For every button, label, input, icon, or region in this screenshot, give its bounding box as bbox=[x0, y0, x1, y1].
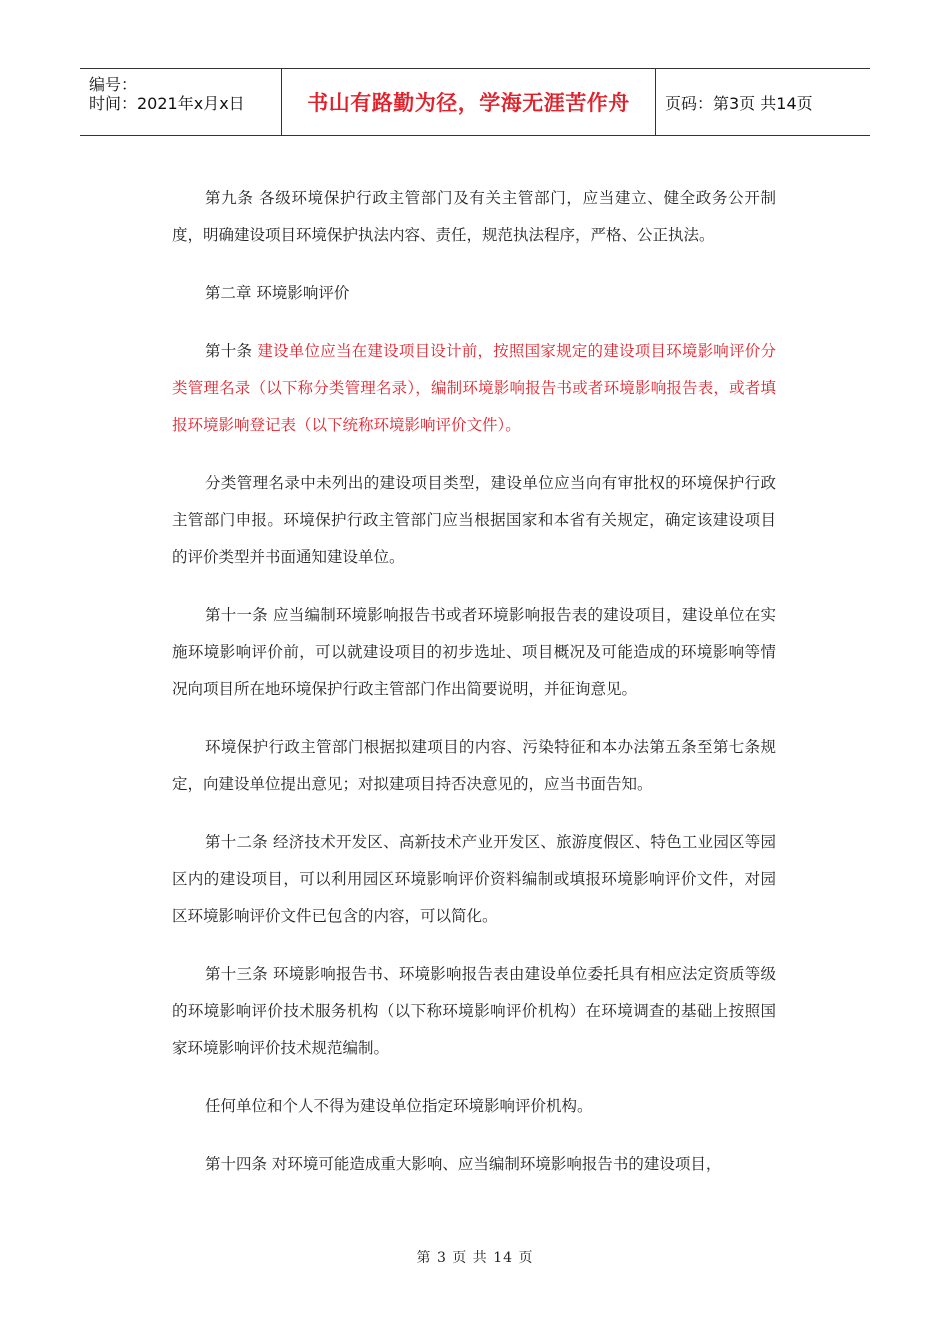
paragraph-no-designation: 任何单位和个人不得为建设单位指定环境影响评价机构。 bbox=[205, 1097, 593, 1115]
paragraph-chapter-2-heading: 第二章 环境影响评价 bbox=[205, 284, 350, 302]
paragraph-article-13: 第十三条 环境影响报告书、环境影响报告表由建设单位委托具有相应法定资质等级的环境影响评价技术服务机构（以下称环境影响评价机构）在环境调查的基础上按照国家环境影响评价技术规范编制。 bbox=[172, 965, 776, 1057]
page-footer: 第 3 页 共 14 页 bbox=[416, 1250, 534, 1266]
time-label: 时间：2021年x月x日 bbox=[89, 94, 245, 113]
paragraph-article-9: 第九条 各级环境保护行政主管部门及有关主管部门，应当建立、健全政务公开制度，明确建设项目环境保护执法内容、责任，规范执法程序，严格、公正执法。 bbox=[172, 189, 776, 244]
paragraph-article-11: 第十一条 应当编制环境影响报告书或者环境影响报告表的建设项目，建设单位在实施环境影响评价前，可以就建设项目的初步选址、项目概况及可能造成的环境影响等情况向项目所在地环境保护行政主管部门作出简要说明，并征询意见。 bbox=[172, 606, 776, 698]
header-page-info: 页码：第3页 共14页 bbox=[665, 93, 813, 113]
paragraph-article-10-highlighted: 第十条 建设单位应当在建设项目设计前，按照国家规定的建设项目环境影响评价分类管理名录（以下称分类管理名录），编制环境影响报告书或者环境影响报告表，或者填报环境影响登记表（以下统称环境影响评价文件）。 bbox=[172, 342, 776, 434]
header-meta-cell bbox=[80, 69, 282, 135]
document-header bbox=[80, 68, 870, 136]
document-body bbox=[172, 180, 776, 1204]
paragraph-review-opinion: 环境保护行政主管部门根据拟建项目的内容、污染特征和本办法第五条至第七条规定，向建设单位提出意见；对拟建项目持否决意见的，应当书面告知。 bbox=[172, 738, 776, 793]
header-motto: 书山有路勤为径，学海无涯苦作舟 bbox=[282, 69, 656, 135]
number-label: 编号： bbox=[89, 75, 138, 94]
paragraph-article-14: 第十四条 对环境可能造成重大影响、应当编制环境影响报告书的建设项目， bbox=[205, 1155, 722, 1173]
paragraph-classification: 分类管理名录中未列出的建设项目类型，建设单位应当向有审批权的环境保护行政主管部门申报。环境保护行政主管部门应当根据国家和本省有关规定，确定该建设项目的评价类型并书面通知建设单位。 bbox=[172, 474, 776, 566]
paragraph-article-12: 第十二条 经济技术开发区、高新技术产业开发区、旅游度假区、特色工业园区等园区内的建设项目，可以利用园区环境影响评价资料编制或填报环境影响评价文件，对园区环境影响评价文件已包含的内容，可以简化。 bbox=[172, 833, 776, 925]
